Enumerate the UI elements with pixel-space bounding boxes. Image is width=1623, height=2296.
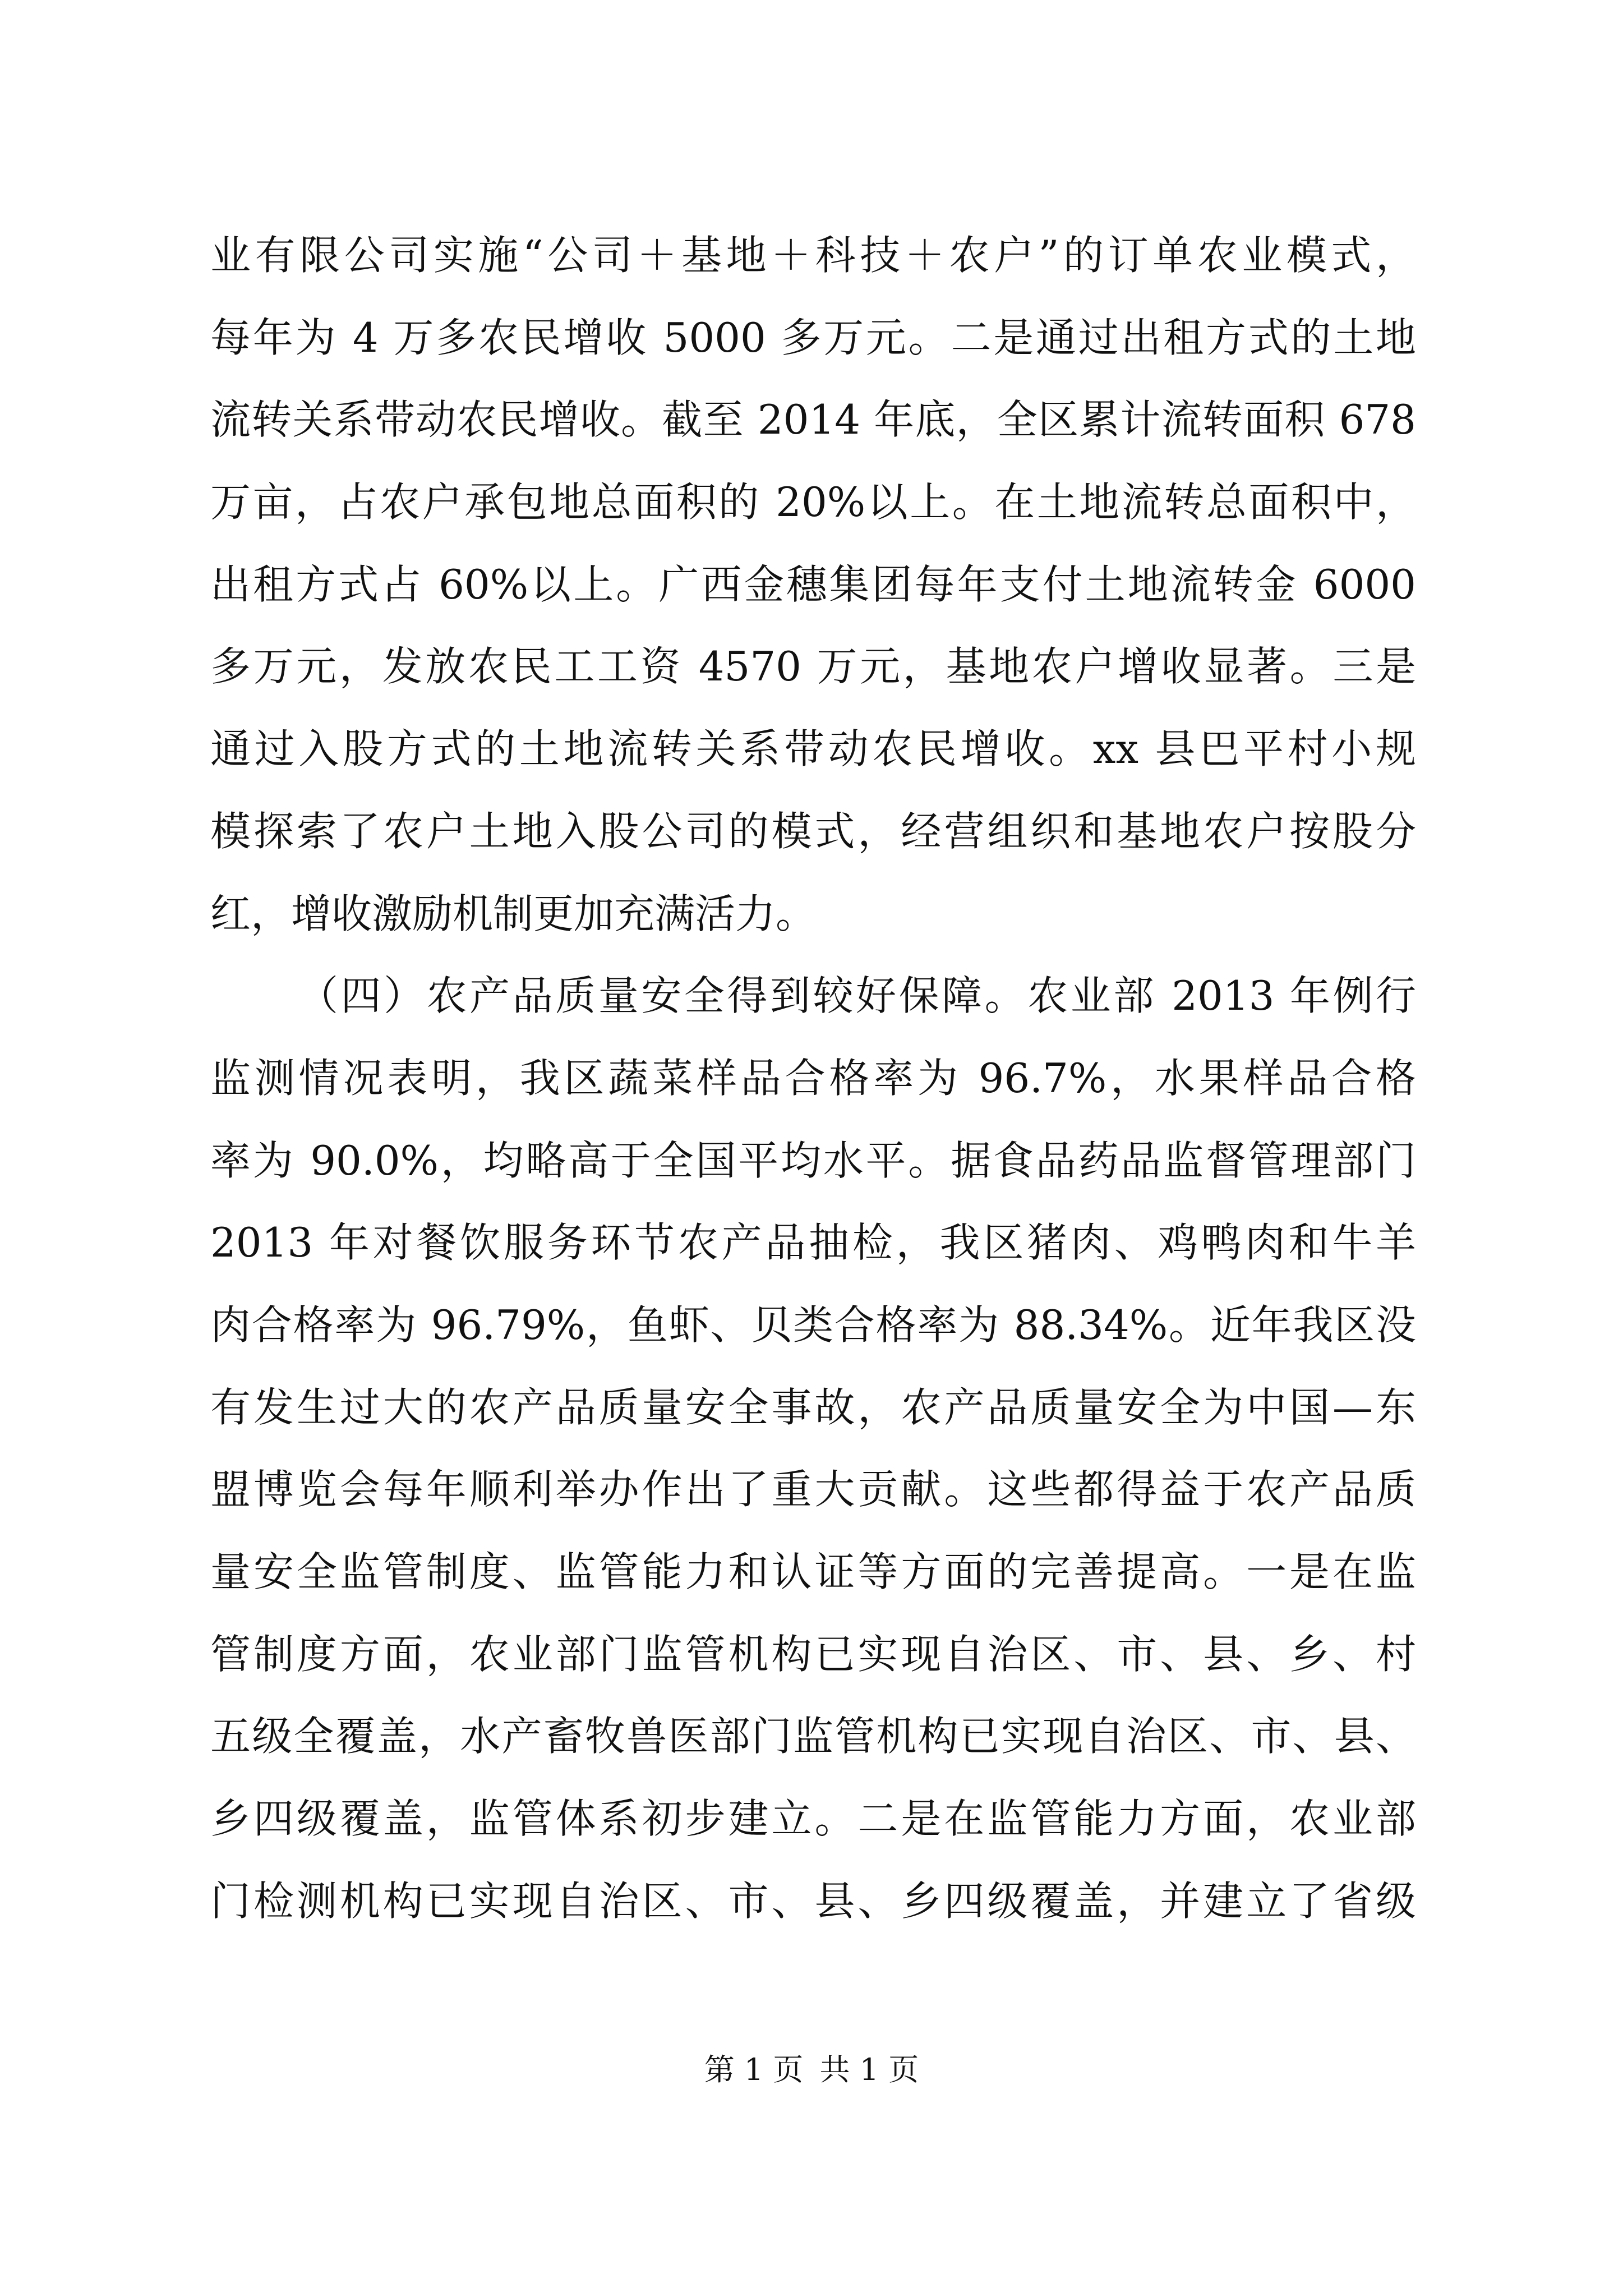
page-total: 共 1 页 <box>819 2052 919 2087</box>
text-line: 2013 年对餐饮服务环节农产品抽检，我区猪肉、鸡鸭肉和牛羊 <box>210 1219 1416 1267</box>
text-line: 管制度方面，农业部门监管机构已实现自治区、市、县、乡、村 <box>210 1630 1416 1678</box>
text-line: 乡四级覆盖，监管体系初步建立。二是在监管能力方面，农业部 <box>210 1795 1416 1843</box>
text-line: 万亩，占农户承包地总面积的 20%以上。在土地流转总面积中， <box>210 478 1416 526</box>
text-line: 有发生过大的农产品质量安全事故，农产品质量安全为中国—东 <box>210 1383 1416 1431</box>
text-line: 五级全覆盖，水产畜牧兽医部门监管机构已实现自治区、市、县、 <box>210 1713 1416 1760</box>
text-line: 盟博览会每年顺利举办作出了重大贡献。这些都得益于农产品质 <box>210 1466 1416 1513</box>
text-line: 模探索了农户土地入股公司的模式，经营组织和基地农户按股分 <box>210 807 1416 855</box>
page-number: 第 1 页 <box>704 2052 804 2087</box>
section-heading-line: （四）农产品质量安全得到较好保障。农业部 2013 年例行 <box>298 972 1416 1020</box>
text-line: 通过入股方式的土地流转关系带动农民增收。xx 县巴平村小规 <box>210 725 1416 773</box>
text-line: 每年为 4 万多农民增收 5000 多万元。二是通过出租方式的土地 <box>210 314 1416 361</box>
text-line: 肉合格率为 96.79%，鱼虾、贝类合格率为 88.34%。近年我区没 <box>210 1301 1416 1349</box>
text-line: 门检测机构已实现自治区、市、县、乡四级覆盖，并建立了省级 <box>210 1877 1416 1925</box>
text-line: 量安全监管制度、监管能力和认证等方面的完善提高。一是在监 <box>210 1548 1416 1595</box>
text-line: 流转关系带动农民增收。截至 2014 年底，全区累计流转面积 678 <box>210 396 1416 444</box>
text-line: 监测情况表明，我区蔬菜样品合格率为 96.7%，水果样品合格 <box>210 1054 1416 1102</box>
text-line: 红，增收激励机制更加充满活力。 <box>210 890 817 937</box>
text-line: 多万元，发放农民工工资 4570 万元，基地农户增收显著。三是 <box>210 643 1416 691</box>
text-line: 率为 90.0%，均略高于全国平均水平。据食品药品监督管理部门 <box>210 1137 1416 1184</box>
text-line: 出租方式占 60%以上。广西金穗集团每年支付土地流转金 6000 <box>210 560 1416 608</box>
document-body <box>210 214 1416 1942</box>
text-line: 业有限公司实施“公司＋基地＋科技＋农户”的订单农业模式， <box>210 232 1416 279</box>
page-footer <box>0 2050 1623 2090</box>
